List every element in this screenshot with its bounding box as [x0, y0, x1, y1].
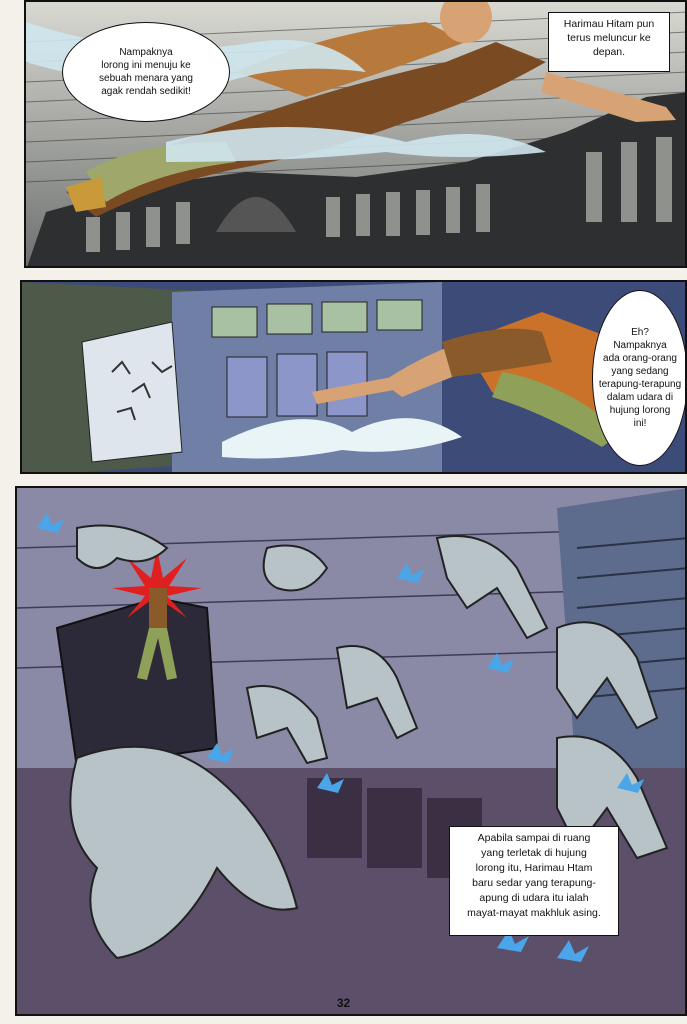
panel-2-art — [22, 282, 687, 474]
narration-caption-2: Apabila sampai di ruang yang terletak di hujung lorong itu, Harimau Htam baru sedar yang terapung- apung di udara itu ialah mayat-mayat makhluk asing. — [449, 826, 619, 936]
panel-2 — [20, 280, 687, 474]
page-number: 32 — [336, 996, 351, 1010]
speech-bubble-hero: Nampaknya lorong ini menuju ke sebuah menara yang agak rendah sedikit! — [62, 22, 230, 122]
panel-3-art — [17, 488, 687, 1016]
panel-3 — [15, 486, 687, 1016]
narration-caption-1: Harimau Hitam pun terus meluncur ke depan. — [548, 12, 670, 72]
speech-bubble-hero-2: Eh? Nampaknya ada orang-orang yang sedang terapung-terapung dalam udara di hujung lorong ini! — [592, 290, 687, 466]
panel-1 — [24, 0, 687, 268]
